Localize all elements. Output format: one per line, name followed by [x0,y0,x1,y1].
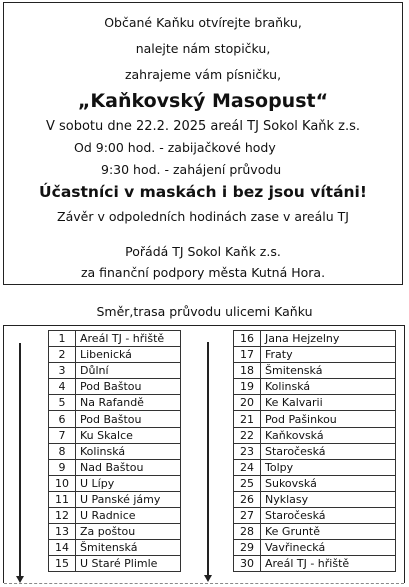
stop-number: 8 [49,443,76,459]
route-stops-right [233,330,396,572]
organizer: Pořádá TJ Sokol Kaňk z.s. [125,244,281,259]
verse-line-1: Občané Kaňku otvírejte braňku, [104,15,302,30]
stop-number: 7 [49,427,76,443]
route-stops-left [48,330,181,572]
route-stop-row [49,508,181,524]
down-arrow-icon [19,343,21,578]
stop-street-name: U Lípy [76,475,181,491]
schedule-parade: 9:30 hod. - zahájení průvodu [101,162,282,177]
stop-street-name: Za poštou [76,524,181,540]
route-stop-row [234,427,396,443]
stop-number: 27 [234,508,261,524]
route-stop-row [234,556,396,572]
stop-number: 28 [234,524,261,540]
stop-street-name: Nad Baštou [76,459,181,475]
stop-number: 12 [49,508,76,524]
stop-number: 11 [49,491,76,507]
stop-street-name: Kolinská [261,379,396,395]
stop-number: 22 [234,427,261,443]
route-stop-row [234,491,396,507]
stop-street-name: Pod Pašinkou [261,411,396,427]
stop-street-name: Ke Kalvarii [261,395,396,411]
closing-note: Závěr v odpoledních hodinách zase v areálu TJ [57,209,349,224]
stop-street-name: Ku Skalce [76,427,181,443]
route-stop-row [49,540,181,556]
route-stop-row [234,331,396,347]
route-stop-row [234,363,396,379]
route-stop-row [49,524,181,540]
down-arrow-icon [207,342,209,577]
stop-street-name: U Staré Plimle [76,556,181,572]
stop-number: 15 [49,556,76,572]
divider [4,583,404,584]
route-stop-row [49,556,181,572]
stop-street-name: Libenická [76,347,181,363]
stop-number: 20 [234,395,261,411]
stop-number: 4 [49,379,76,395]
welcome-note: Účastníci v maskách i bez jsou vítáni! [39,183,367,201]
stop-number: 1 [49,331,76,347]
schedule-feast: Od 9:00 hod. - zabijačkové hody [74,140,276,155]
route-stop-row [234,411,396,427]
stop-street-name: Na Rafandě [76,395,181,411]
stop-street-name: Tolpy [261,459,396,475]
stop-street-name: Šmitenská [261,363,396,379]
route-stop-row [49,443,181,459]
stop-street-name: U Panské jámy [76,491,181,507]
route-stop-row [234,395,396,411]
route-section [0,297,409,587]
stop-street-name: Fraty [261,347,396,363]
event-title: „Kaňkovský Masopust“ [77,90,329,112]
route-stop-row [234,347,396,363]
stop-street-name: Pod Baštou [76,411,181,427]
stop-number: 24 [234,459,261,475]
route-stop-row [49,379,181,395]
stop-street-name: Šmitenská [76,540,181,556]
route-stop-row [234,540,396,556]
stop-street-name: Areál TJ - hřiště [76,331,181,347]
stop-street-name: U Radnice [76,508,181,524]
route-stop-row [234,443,396,459]
stop-number: 26 [234,491,261,507]
stop-number: 3 [49,363,76,379]
route-title: Směr,trasa průvodu ulicemi Kaňku [96,304,313,319]
stop-number: 21 [234,411,261,427]
stop-street-name: Ke Gruntě [261,524,396,540]
stop-street-name: Staročeská [261,508,396,524]
stop-number: 29 [234,540,261,556]
stop-number: 23 [234,443,261,459]
stop-number: 17 [234,347,261,363]
stop-number: 5 [49,395,76,411]
route-stop-row [49,395,181,411]
route-stop-row [234,524,396,540]
stop-number: 25 [234,475,261,491]
stop-number: 16 [234,331,261,347]
stop-number: 19 [234,379,261,395]
verse-line-3: zahrajeme vám písničku, [124,67,282,82]
route-stop-row [49,459,181,475]
route-stop-row [234,379,396,395]
stop-number: 2 [49,347,76,363]
stop-street-name: Nyklasy [261,491,396,507]
stop-number: 9 [49,459,76,475]
stop-number: 18 [234,363,261,379]
stop-street-name: Kolinská [76,443,181,459]
stop-number: 10 [49,475,76,491]
sponsor: za finanční podpory města Kutná Hora. [80,265,326,280]
route-stop-row [49,491,181,507]
route-stop-row [49,411,181,427]
stop-number: 30 [234,556,261,572]
stop-number: 14 [49,540,76,556]
stop-street-name: Areál TJ - hřiště [261,556,396,572]
route-stop-row [234,459,396,475]
invitation-box [3,2,403,285]
verse-line-2: nalejte nám stopičku, [135,41,271,56]
route-stop-row [49,363,181,379]
stop-street-name: Staročeská [261,443,396,459]
stop-number: 13 [49,524,76,540]
stop-street-name: Důlní [76,363,181,379]
route-stop-row [234,508,396,524]
event-date-venue: V sobotu dne 22.2. 2025 areál TJ Sokol Kaňk z.s. [45,119,361,134]
route-stop-row [234,475,396,491]
route-stop-row [49,427,181,443]
route-stop-row [49,475,181,491]
stop-street-name: Kaňkovská [261,427,396,443]
stop-street-name: Jana Hejzelny [261,331,396,347]
stop-street-name: Pod Baštou [76,379,181,395]
stop-street-name: Sukovská [261,475,396,491]
route-stop-row [49,347,181,363]
stop-number: 6 [49,411,76,427]
stop-street-name: Vavřinecká [261,540,396,556]
route-stop-row [49,331,181,347]
